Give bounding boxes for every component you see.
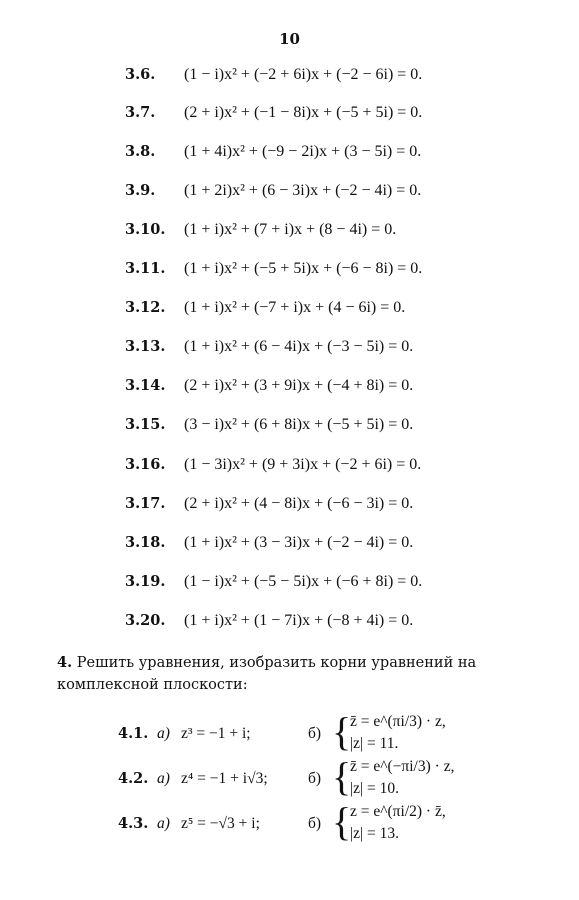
problem-number: 3.9. xyxy=(125,182,156,199)
problem-number: 3.18. xyxy=(125,534,166,551)
part-a-label: а) xyxy=(157,725,170,742)
part-a-equation: z³ = −1 + i; xyxy=(181,725,251,742)
task-number: 4.2. xyxy=(118,770,149,787)
system-line-1: z̄ = e^(πi/3) · z, xyxy=(350,713,446,730)
problem-equation: (1 + 4i)x² + (−9 − 2i)x + (3 − 5i) = 0. xyxy=(184,143,422,160)
system-line-2: |z| = 11. xyxy=(350,735,399,752)
part-a-equation: z⁴ = −1 + i√3; xyxy=(181,770,268,787)
problem-equation: (1 + i)x² + (1 − 7i)x + (−8 + 4i) = 0. xyxy=(184,612,414,629)
problem-equation: (1 + i)x² + (6 − 4i)x + (−3 − 5i) = 0. xyxy=(184,338,414,355)
part-a-label: а) xyxy=(157,770,170,787)
problem-equation: (2 + i)x² + (4 − 8i)x + (−6 − 3i) = 0. xyxy=(184,495,414,512)
system-brace: { xyxy=(332,709,352,754)
part-a-equation: z⁵ = −√3 + i; xyxy=(181,815,260,832)
problem-equation: (1 + i)x² + (3 − 3i)x + (−2 − 4i) = 0. xyxy=(184,534,414,551)
problem-number: 3.8. xyxy=(125,143,156,160)
problem-equation: (1 + i)x² + (7 + i)x + (8 − 4i) = 0. xyxy=(184,221,397,238)
problem-number: 3.16. xyxy=(125,456,166,473)
system-brace: { xyxy=(332,754,352,799)
problem-equation: (1 − i)x² + (−5 − 5i)x + (−6 + 8i) = 0. xyxy=(184,573,423,590)
problem-number: 3.6. xyxy=(125,66,156,83)
system-brace: { xyxy=(332,799,352,844)
problem-equation: (1 − 3i)x² + (9 + 3i)x + (−2 + 6i) = 0. xyxy=(184,456,422,473)
problem-number: 3.10. xyxy=(125,221,166,238)
problem-number: 3.7. xyxy=(125,104,156,121)
task-number: 4.3. xyxy=(118,815,149,832)
problem-number: 3.14. xyxy=(125,377,166,394)
section-text: Решить уравнения, изобразить корни уравнений на комплексной плоскости: xyxy=(57,655,477,693)
task-number: 4.1. xyxy=(118,725,149,742)
part-a-label: а) xyxy=(157,815,170,832)
part-b-label: б) xyxy=(308,815,322,832)
section-heading xyxy=(57,652,532,696)
problem-number: 3.11. xyxy=(125,260,166,277)
section-number: 4. xyxy=(57,654,73,671)
problem-equation: (2 + i)x² + (−1 − 8i)x + (−5 + 5i) = 0. xyxy=(184,104,423,121)
page-number: 10 xyxy=(279,30,300,48)
problem-number: 3.15. xyxy=(125,416,166,433)
problem-number: 3.12. xyxy=(125,299,166,316)
problem-number: 3.20. xyxy=(125,612,166,629)
system-line-1: z = e^(πi/2) · z̄, xyxy=(350,803,446,820)
problem-equation: (1 − i)x² + (−2 + 6i)x + (−2 − 6i) = 0. xyxy=(184,66,423,83)
problem-number: 3.13. xyxy=(125,338,166,355)
part-b-label: б) xyxy=(308,725,322,742)
system-line-2: |z| = 13. xyxy=(350,825,399,842)
problem-equation: (1 + i)x² + (−7 + i)x + (4 − 6i) = 0. xyxy=(184,299,406,316)
problem-equation: (3 − i)x² + (6 + 8i)x + (−5 + 5i) = 0. xyxy=(184,416,414,433)
system-line-2: |z| = 10. xyxy=(350,780,399,797)
problem-number: 3.19. xyxy=(125,573,166,590)
problem-number: 3.17. xyxy=(125,495,166,512)
problem-equation: (2 + i)x² + (3 + 9i)x + (−4 + 8i) = 0. xyxy=(184,377,414,394)
part-b-label: б) xyxy=(308,770,322,787)
problem-equation: (1 + i)x² + (−5 + 5i)x + (−6 − 8i) = 0. xyxy=(184,260,423,277)
system-line-1: z̄ = e^(−πi/3) · z, xyxy=(350,758,455,775)
problem-equation: (1 + 2i)x² + (6 − 3i)x + (−2 − 4i) = 0. xyxy=(184,182,422,199)
